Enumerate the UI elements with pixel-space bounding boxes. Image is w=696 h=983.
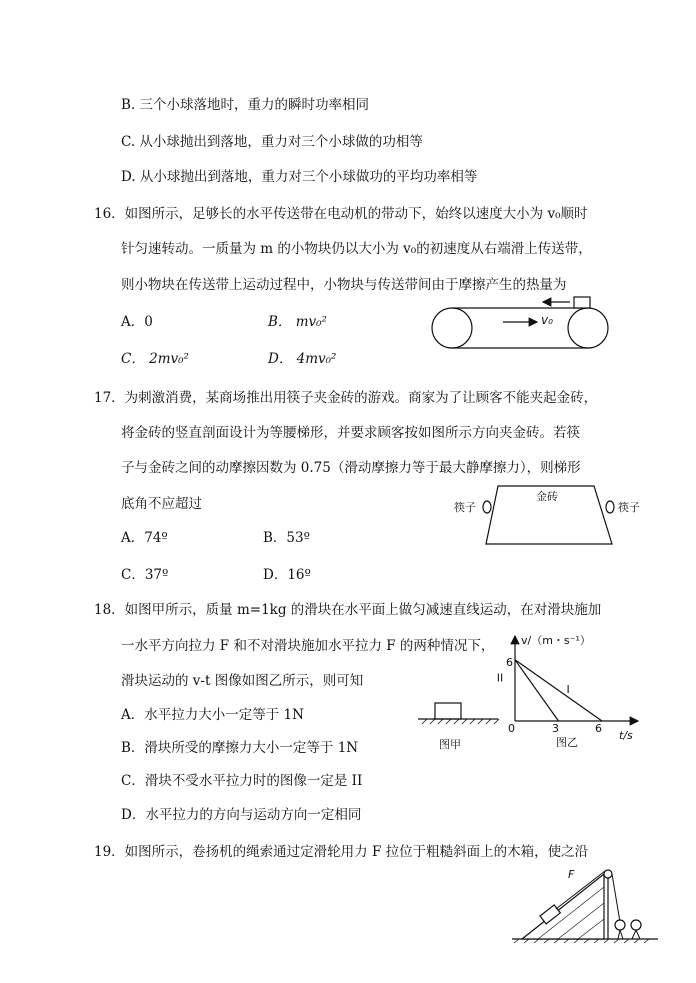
right-chopstick-label: 筷子 [618, 501, 640, 514]
vt-x-tick-6: 6 [595, 722, 602, 735]
q17-stem-line-1: 17．为刺激消费，某商场推出用筷子夹金砖的游戏。商家为了让顾客不能夹起金砖， [94, 390, 598, 406]
gold-brick-label: 金砖 [536, 490, 558, 503]
figure-yi-caption: 图乙 [556, 736, 578, 749]
q18-vt-chart [496, 632, 673, 752]
q18-option-d: D．水平拉力的方向与运动方向一定相同 [121, 807, 362, 823]
figure-jia-caption: 图甲 [439, 738, 461, 751]
q18-stem-line-3: 滑块运动的 v-t 图像如图乙所示，则可知 [121, 673, 364, 689]
q15-option-d: D. 从小球抛出到落地，重力对三个小球做功的平均功率相等 [121, 169, 478, 185]
q18-option-c: C．滑块不受水平拉力时的图像一定是 II [121, 773, 363, 789]
q16-conveyor-figure [425, 292, 625, 372]
ground-hatching [422, 719, 499, 724]
force-f-label: F [568, 868, 575, 881]
q16-option-a: A．0 [121, 314, 153, 330]
rope-to-winch [612, 874, 620, 922]
slider-block [435, 703, 461, 719]
q17-option-d: D．16º [263, 567, 311, 583]
q17-option-a: A．74º [121, 530, 168, 546]
q18-option-b: B．滑块所受的摩擦力大小一定等于 1N [121, 740, 359, 756]
vt-y-axis-label: v/（m・s⁻¹） [521, 634, 591, 647]
q16-stem-line-3: 则小物块在传送带上运动过程中，小物块与传送带间由于摩擦产生的热量为 [121, 277, 567, 293]
q17-stem-line-4: 底角不应超过 [121, 496, 202, 512]
rough-incline [522, 874, 604, 939]
q16-option-c: C． 2mv₀² [121, 351, 189, 367]
q18-stem-line-2: 一水平方向拉力 F 和不对滑块施加水平拉力 F 的两种情况下， [121, 638, 495, 654]
belt-speed-label: v₀ [541, 313, 553, 327]
q17-option-c: C．37º [121, 567, 169, 583]
winch-machine [615, 920, 641, 939]
q19-stem-line-1: 19．如图所示，卷扬机的绳索通过定滑轮用力 F 拉位于粗糙斜面上的木箱，使之沿 [94, 844, 589, 860]
q18-option-a: A．水平拉力大小一定等于 1N [121, 707, 304, 723]
q18-stem-line-1: 18．如图甲所示，质量 m=1kg 的滑块在水平面上做匀减速直线运动，在对滑块施加 [94, 602, 602, 618]
vt-line-label-ii: II [496, 671, 504, 685]
vt-x-axis-label: t/s [619, 729, 633, 742]
conveyor-block [574, 297, 590, 308]
q17-stem-line-3: 子与金砖之间的动摩擦因数为 0.75（滑动摩擦力等于最大静摩擦力），则梯形 [121, 460, 581, 476]
q16-option-d: D． 4mv₀² [268, 351, 337, 367]
q16-option-b: B． mv₀² [268, 314, 327, 330]
right-chopstick-tip [606, 501, 614, 513]
q17-option-b: B．53º [263, 530, 310, 546]
left-chopstick-tip [483, 501, 491, 513]
vt-x-tick-3: 3 [552, 722, 559, 735]
vt-x-tick-0: 0 [508, 722, 515, 735]
vt-y-tick-6: 6 [506, 656, 513, 669]
left-chopstick-label: 筷子 [454, 501, 476, 514]
q15-option-c: C. 从小球抛出到落地，重力对三个小球做的功相等 [121, 134, 423, 150]
q16-stem-line-1: 16．如图所示，足够长的水平传送带在电动机的带动下，始终以速度大小为 v₀顺时 [94, 206, 588, 222]
q17-stem-line-2: 将金砖的竖直剖面设计为等腰梯形，并要求顾客按如图所示方向夹金砖。若筷 [121, 425, 580, 441]
q19-winch-figure [510, 862, 660, 942]
q15-option-b: B. 三个小球落地时，重力的瞬时功率相同 [121, 97, 370, 113]
q17-gold-brick-figure [452, 480, 652, 550]
conveyor-belt [432, 308, 608, 348]
q16-stem-line-2: 针匀速转动。一质量为 m 的小物块仍以大小为 v₀的初速度从右端滑上传送带， [121, 241, 592, 257]
vt-line-label-i: I [566, 682, 570, 696]
vt-line-ii [515, 660, 559, 721]
fixed-pulley [604, 870, 612, 878]
vt-line-i [515, 660, 602, 721]
